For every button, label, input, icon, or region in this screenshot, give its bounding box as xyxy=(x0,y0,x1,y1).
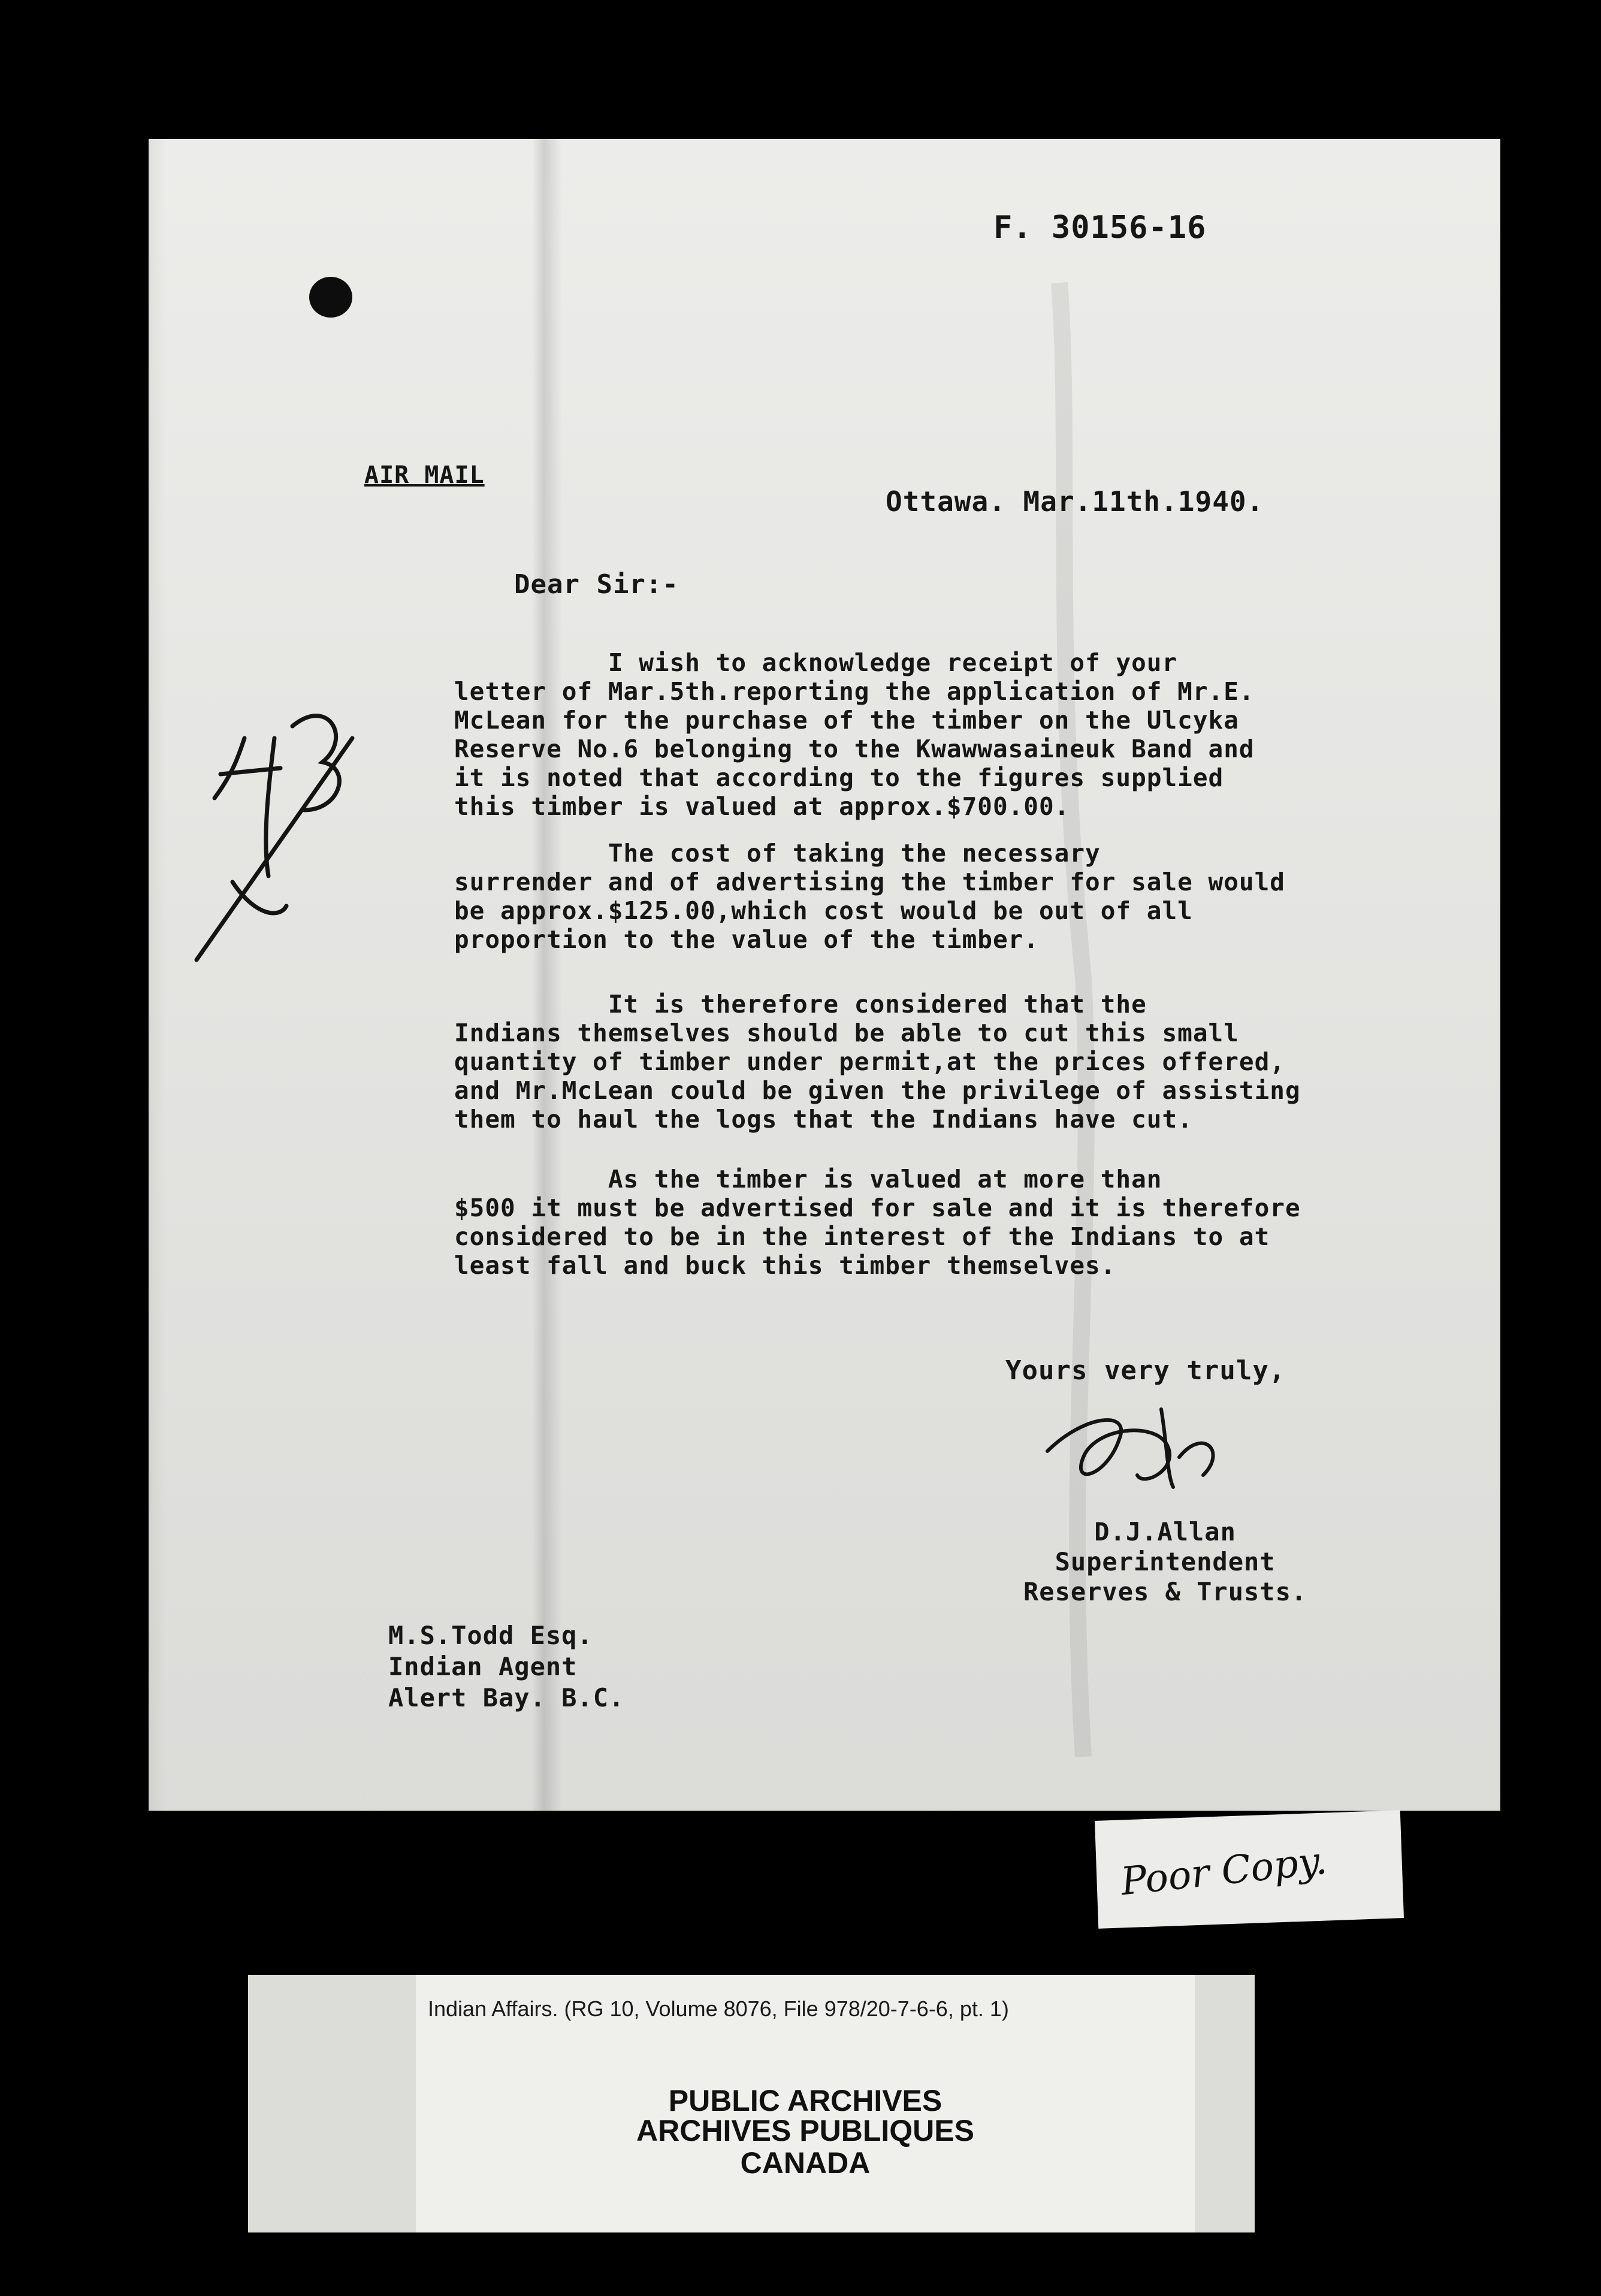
poor-copy-text: Poor Copy. xyxy=(1119,1838,1329,1905)
poor-copy-handwriting xyxy=(1095,1810,1404,1929)
signer-title: Superintendent xyxy=(1055,1547,1276,1576)
closing: Yours very truly, xyxy=(1005,1355,1286,1386)
paragraph-1: I wish to acknowledge receipt of your letter of Mar.5th.reporting the application of Mr.E. McLean for the purchase of the timber on the Ulcyka Reserve No.6 belonging to the Kwawwasaineuk Band and it is noted that according to the figures supplied this timber is valued at approx.$700.00. xyxy=(454,648,1255,821)
addressee-name: M.S.Todd Esq. xyxy=(388,1621,593,1650)
paragraph-4: As the timber is valued at more than $500 it must be advertised for sale and it is therefore considered to be in the interest of the Indians to at least fall and buck this timber themselves. xyxy=(454,1165,1301,1280)
addressee-place: Alert Bay. B.C. xyxy=(388,1683,625,1712)
letter-date: Ottawa. Mar.11th.1940. xyxy=(886,485,1264,518)
archive-line-1: PUBLIC ARCHIVES xyxy=(668,2084,943,2117)
paragraph-3: It is therefore considered that the Indians themselves should be able to cut this small quantity of timber under permit,at the prices offered, and Mr.McLean could be given the privilege of assisting them to haul the logs that the Indians have cut. xyxy=(454,990,1301,1134)
archive-label-card xyxy=(416,1975,1195,2232)
paragraph-2: The cost of taking the necessary surrender and of advertising the timber for sale would be approx.$125.00,which cost would be out of all proportion to the value of the timber. xyxy=(454,839,1285,954)
ink-blot xyxy=(309,277,352,318)
signer-department: Reserves & Trusts. xyxy=(1023,1577,1307,1606)
archive-citation: Indian Affairs. (RG 10, Volume 8076, File 978/20-7-6-6, pt. 1) xyxy=(428,1996,1009,2021)
archive-line-3: CANADA xyxy=(740,2146,871,2180)
letter-page xyxy=(149,139,1500,1811)
archive-label xyxy=(248,1975,1255,2232)
archive-line-2: ARCHIVES PUBLIQUES xyxy=(636,2114,974,2147)
file-reference: F. 30156-16 xyxy=(993,210,1207,246)
addressee-role: Indian Agent xyxy=(388,1652,578,1681)
air-mail-heading: AIR MAIL xyxy=(364,461,485,489)
poor-copy-note xyxy=(1095,1810,1404,1929)
handwriting-layer xyxy=(149,139,1500,1811)
salutation: Dear Sir:- xyxy=(514,569,679,600)
initials-mark xyxy=(197,716,352,960)
signer-name: D.J.Allan xyxy=(1094,1517,1236,1546)
